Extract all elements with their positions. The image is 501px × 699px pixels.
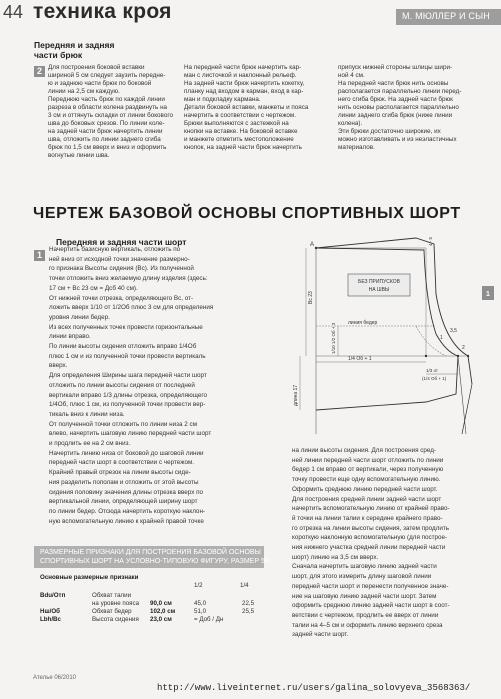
text-line: Из всех полученных точек провести горизонтальные [49,323,203,331]
text-line: бедер 1 см вправо от вертикали, через полученную [292,466,444,474]
diagram-point-a: A [310,242,315,248]
size-table-cell-half: 51,0 [194,608,207,615]
text-line: шва, отложить по линии заднего сгиба [48,136,161,143]
size-table-title-2: СПОРТИВНЫХ ШОРТ НА УСЛОВНО-ТИПОВУЮ ФИГУРУ, РАЗМЕР 50 [40,558,269,565]
text-line: кнопки на вставке. На боковой вставке [184,128,298,135]
text-line: и манжете отметить местоположение [184,136,294,143]
text-line: Переднюю часть брюк по каждой линии [48,96,165,103]
size-table-col-quarter: 1/4 [240,582,249,589]
issue-label: Ателье 06/2010 [33,675,77,681]
text-line: ман с листочкой и наклонный рельеф. [184,72,297,79]
text-line: Для построения средней линии задней части шорт [292,495,442,503]
text-line: плюс 1 см и из полученной точки провести вертикаль [49,352,206,360]
text-line: Брюки выполняются с застежкой на [184,120,289,127]
text-line: влево, начертить шаговую линию передней части шорт [49,430,212,438]
text-line: 1/4Об, плюс 1 см, из полученной точки провести вер- [49,401,206,409]
diagram-badge: 1 [486,291,490,298]
size-table-cell-abbr: Lbh/Вс [40,616,61,623]
text-line: го отрезка на линии высоты сидения, затем продлить [292,524,450,532]
section-step-badge: 1 [34,250,45,261]
text-line: вогнутые линии шва. [48,152,110,159]
text-line: вертикальной линии, определяющей ширину шорт [49,498,198,506]
size-table-cell-abbr: Вdu/Отп [40,592,66,599]
text-line: короткую наклонную вспомогательную (для построе- [292,534,448,542]
size-table-cell-value: 23,0 см [150,616,172,623]
text-line: На задней части брюк начертить кокетку, [184,80,305,87]
diagram-dim-small: 4 - 5 [428,236,433,246]
text-line: Детали боковой вставки, манжеты и пояса [184,104,309,111]
section-subtitle: Передняя и задняя части шорт [56,237,187,247]
diagram-hip-fraction: 1/10 1/2 Об + 3 [331,322,336,354]
text-line: ной 4 см. [338,72,365,79]
size-table [34,546,269,630]
size-table-cell-name: Обхват талии [92,592,132,599]
text-line: нить основы располагается параллельно [338,104,459,111]
text-line: передней части шорт в соответствии с чертежом. [49,459,195,467]
page-title: техника кроя [33,0,172,23]
text-line: линии вправо. [49,333,91,341]
text-line: Оформить среднюю линию передней части шорт. [292,485,438,493]
size-table-cell-name: Высота сидения [92,616,139,623]
text-line: по линии бедер. Отсюда начертить короткую наклон- [49,507,206,515]
diagram-quarter-ob: 1/4 Об + 1 [348,356,372,362]
text-line: ю и заднюю части брюк по боковой [48,80,152,87]
text-line: 17 см + Вс 23 см = Дсб 40 см). [49,284,138,292]
intro-heading-2: части брюк [34,50,83,60]
text-line: начертить в соответствии с чертежом. [184,112,296,119]
diagram-vc-label: Вс 23 [308,291,314,304]
text-line: вертикали вправо 1/3 длины отрезка, определяющего [49,391,208,399]
text-line: материалов. [338,144,375,151]
text-line: шва до боковых срезов. По линии коле- [48,120,165,127]
text-line: 3 см и оттянуть складки от линии бокового [48,112,173,119]
text-line: него сгиба брюк. На задней части брюк [338,96,453,103]
text-line: Начертить линию низа от боковой до шаговой линии [49,449,204,457]
diagram-allowance-line-1: БЕЗ ПРИПУСКОВ [358,279,400,285]
size-table-cell-half: 45,0 [194,600,207,607]
intro-step-badge: 2 [34,66,45,77]
text-line: уровня линии бедер. [49,313,110,321]
text-line: ней линии передней части шорт отложить по линии [292,456,444,464]
text-line: располагается параллельно линии перед- [338,88,462,95]
text-line: По линии высоты сидения отложить вправо 1/4Об [49,343,197,350]
text-line: точки отложить вниз желаемую длину изделия (здесь: [49,275,208,283]
diagram-third-ob: (1/4 Об + 1) [422,376,447,381]
text-line: и продлить ее на 2 см вниз. [49,440,131,447]
page-number: 44 [3,2,24,22]
size-table-title-1: РАЗМЕРНЫЕ ПРИЗНАКИ ДЛЯ ПОСТРОЕНИЯ БАЗОВОЙ ОСНОВЫ [40,549,261,556]
text-line: припуск нижней стороны шлицы шири- [338,64,453,71]
text-line: шорт, для этого измерить длину шаговой линии [292,573,432,581]
text-line: на линии высоты сидения. Для построения сред- [292,447,437,454]
text-line: отложить по линии высоты сидения от последней [49,381,195,389]
text-line: ния разделить пополам и отложить от этой высоты [49,478,199,486]
source-url[interactable]: http://www.liveinternet.ru/users/galina_solovyeva_3568363/ [157,683,471,693]
size-table-col-half: 1/2 [194,582,203,589]
text-line: От полученной точки отложить по линии низа 2 см [49,420,198,428]
text-line: ман и подкладку кармана. [184,96,261,103]
size-table-cell-value: 90,0 см [150,600,172,607]
text-line: шириной 5 см следует заузить передне- [48,72,166,79]
text-line: ней вниз от исходной точки значение размерно- [49,255,190,263]
text-line: ние на шаговую линию задней части шорт. Затем [292,592,437,600]
text-line: ния нижнего участка средней линии передней части [292,544,446,551]
text-line: начертить вспомогательную линию от крайней право- [292,505,450,513]
text-line: Эти брюки достаточно широкие, их [338,128,441,135]
text-line: ветствии с чертежом, продлить ее вверх от линии [292,611,439,619]
brand-label: М. МЮЛЛЕР И СЫН [402,11,490,21]
text-line: й точки на линии талии к середине крайнего право- [292,514,443,522]
text-line: Для определения Ширины шага передней части шорт [49,372,207,380]
text-line: линии заднего сгиба брюк (ниже линии [338,112,453,119]
text-line: На передней части брюк нить основы [338,80,449,87]
diagram-length-label: длина 17 [293,384,299,406]
page-header [0,0,501,28]
text-line: брюк по 1,5 см вверх и вниз и оформить [48,144,167,151]
text-line: сидения половину значения длины отрезка вверх по [49,488,204,496]
text-line: шорт) линию на 3,5 см вверх. [292,553,379,561]
text-line: Сначала начертить шаговую линию задней части [292,563,437,571]
text-line: на задней части брюк начертить линии [48,128,163,135]
text-line: талии на 4–5 см и оформить линию верхнего среза [292,621,443,629]
text-line: На передней части брюк начертить кар- [184,64,302,71]
text-line: ложить вверх 1/10 от 1/2Об плюс 3 см для определения [49,304,214,312]
section-title: ЧЕРТЕЖ БАЗОВОЙ ОСНОВЫ СПОРТИВНЫХ ШОРТ [33,205,461,222]
size-table-cell-half: = Доб / Дн [194,616,224,623]
text-line: точку провести еще одну вспомогательную линию. [292,476,441,484]
text-line: разреза в области колена раздвинуть на [48,104,168,111]
text-line: Для построения боковой вставки [48,64,145,71]
size-table-cell-name: Обхват бедер [92,608,132,615]
diagram-hip-line-label: линия бедер [348,320,378,326]
text-line: ную вспомогательную линию к крайней правой точке [49,517,204,525]
diagram-dim-c: 3,5 [450,328,457,334]
text-line: вверх. [49,362,68,370]
text-line: колена). [338,120,363,127]
text-line: кнопок, на задней части брюк начертить [184,144,302,151]
text-line: передней части шорт и перенести полученное значе- [292,582,449,590]
size-table-cell-value: 102,0 см [150,608,176,615]
text-line: линии на 2,5 см каждую. [48,88,120,95]
diagram-allowance-line-2: НА ШВЫ [368,287,390,293]
diagram-third-label: 1/3 от [426,368,438,373]
diagram-dim-a: 2 [462,345,465,351]
text-line: тикаль вниз к линии низа. [49,410,125,418]
text-line: оформить среднюю линию задней части шорт в соот- [292,602,450,610]
text-line: Крайний правый отрезок на линии высоты сиде- [49,469,191,477]
text-line: го признака Высоты сидения (Вс). Из полученной [49,265,194,273]
text-line: От нижней точки отрезка, определяющего Вс, от- [49,294,194,302]
text-line: задней части шорт. [292,631,349,639]
size-table-cell-abbr: Нш/Об [40,608,60,615]
text-line: Начертить базисную вертикаль, отложить по [49,246,181,253]
intro-heading-1: Передняя и задняя [34,40,115,50]
text-line: планку над входом в карман, вход в кар- [184,88,304,95]
size-table-subheader: Основные размерные признаки [40,574,139,581]
size-table-cell-quarter: 22,5 [242,600,255,607]
size-table-cell-quarter: 25,5 [242,608,255,615]
size-table-cell-name: на уровне пояса [92,600,140,607]
text-line: можно изготавливать и из неэластичных [338,136,457,143]
pattern-diagram [286,234,498,439]
diagram-dim-b: 1 [440,335,443,341]
size-table-header [34,546,269,568]
